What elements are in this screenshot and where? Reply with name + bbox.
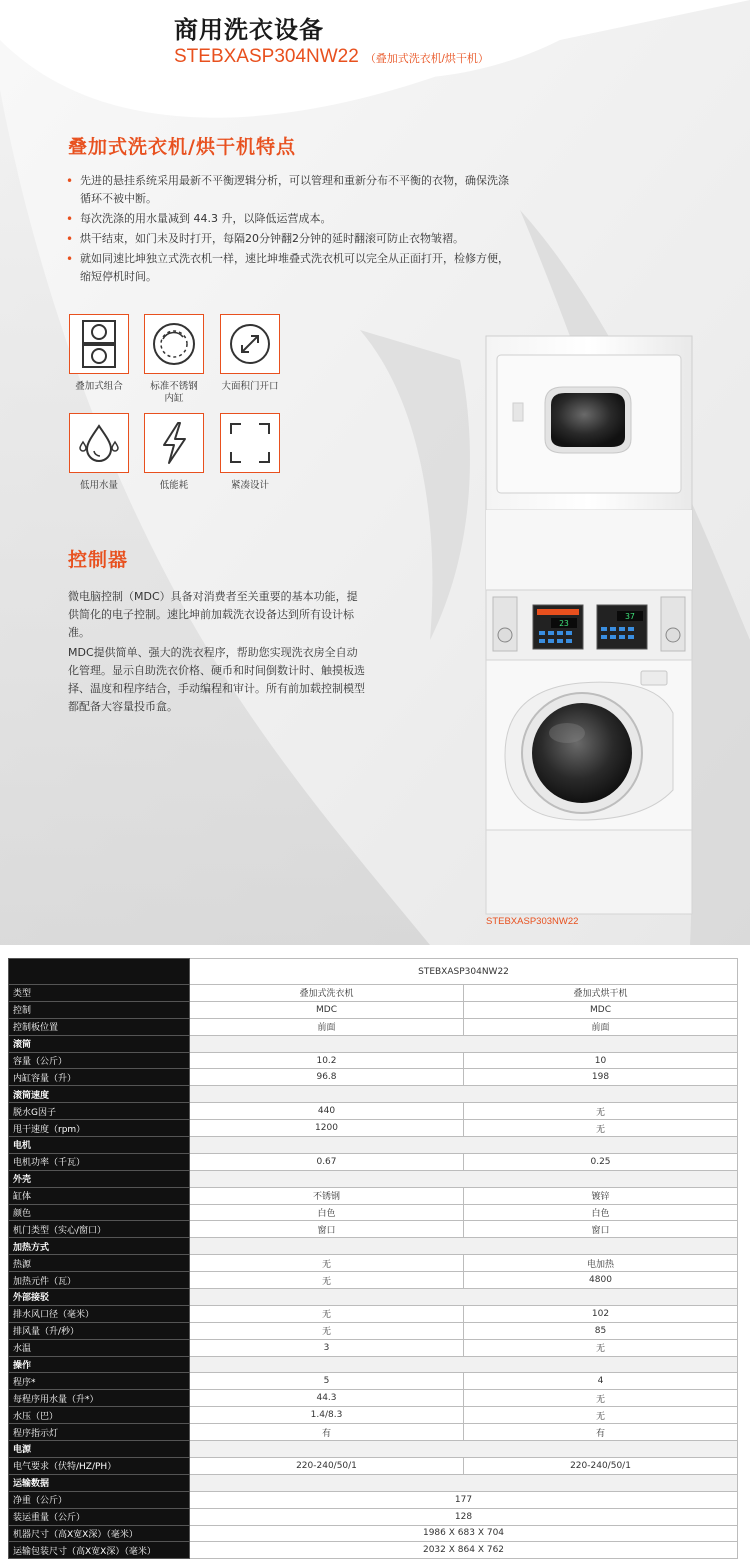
- spec-row: [9, 1103, 738, 1120]
- spec-label: 甩干速度（rpm）: [9, 1120, 190, 1137]
- spec-value-dryer: 无: [464, 1407, 738, 1424]
- spec-label: 每程序用水量（升*）: [9, 1390, 190, 1407]
- spec-label: 滚筒: [9, 1035, 190, 1052]
- feature-drum: [143, 314, 205, 405]
- spec-value-dryer: 无: [464, 1339, 738, 1356]
- feature-stacked: [68, 314, 130, 393]
- spec-row: [9, 1424, 738, 1441]
- spec-label: 操作: [9, 1356, 190, 1373]
- spec-category-row: [9, 1086, 738, 1103]
- spec-value-washer: 窗口: [190, 1221, 464, 1238]
- compact-frame-icon: [225, 418, 275, 468]
- spec-value-washer: 5: [190, 1373, 464, 1390]
- feature-label: 标准不锈钢 内缸: [150, 381, 198, 404]
- spec-label: 程序*: [9, 1373, 190, 1390]
- spec-header-row: [9, 959, 738, 985]
- controls-paragraph-2: MDC提供简单、强大的洗衣程序，帮助您实现洗衣房全自动化管理。显示自助洗衣价格、硬币和时间倒数计时、触摸板选择、温度和程序结合，手动编程和审计。所有前加载控制模型都配备大容量投币盒。: [68, 646, 365, 713]
- spec-value-washer: MDC: [190, 1001, 464, 1018]
- spec-value-dryer: 窗口: [464, 1221, 738, 1238]
- spec-value-washer: 无: [190, 1272, 464, 1289]
- stacked-units-icon: [79, 319, 119, 369]
- feature-label: 紧凑设计: [230, 480, 269, 491]
- spec-row: [9, 1069, 738, 1086]
- spec-label: 类型: [9, 985, 190, 1002]
- spec-value-dryer: 前面: [464, 1018, 738, 1035]
- spec-value-dryer: 85: [464, 1322, 738, 1339]
- spec-category-row: [9, 1289, 738, 1306]
- spec-row: [9, 1221, 738, 1238]
- spec-label: 电气要求（伏特/HZ/PH）: [9, 1457, 190, 1474]
- spec-label: 装运重量（公斤）: [9, 1508, 190, 1525]
- spec-value-washer: 44.3: [190, 1390, 464, 1407]
- feature-label: 叠加式组合: [75, 381, 123, 392]
- spec-category-fill: [190, 1356, 738, 1373]
- spec-value-washer: 1.4/8.3: [190, 1407, 464, 1424]
- spec-label: 加热元件（瓦）: [9, 1272, 190, 1289]
- features-title: 叠加式洗衣机/烘干机特点: [68, 136, 296, 158]
- spec-row: [9, 1407, 738, 1424]
- spec-label: 排风量（升/秒）: [9, 1322, 190, 1339]
- spec-row: [9, 1001, 738, 1018]
- spec-label: 水压（巴）: [9, 1407, 190, 1424]
- spec-row: [9, 1204, 738, 1221]
- feature-bullet: • 先进的悬挂系统采用最新不平衡逻辑分析，可以管理和重新分布不平衡的衣物，确保洗涤循环不被中断。: [66, 172, 516, 208]
- spec-row: [9, 1322, 738, 1339]
- spec-value: 128: [190, 1508, 738, 1525]
- spec-label: 热源: [9, 1255, 190, 1272]
- spec-row: [9, 1491, 738, 1508]
- spec-label: 缸体: [9, 1187, 190, 1204]
- spec-category-row: [9, 1441, 738, 1458]
- spec-label: 运输包装尺寸（高X宽X深）（毫米）: [9, 1542, 190, 1559]
- spec-value-dryer: 10: [464, 1052, 738, 1069]
- spec-value-dryer: 4800: [464, 1272, 738, 1289]
- spec-row: [9, 1508, 738, 1525]
- spec-value-washer: 有: [190, 1424, 464, 1441]
- spec-row: [9, 1187, 738, 1204]
- spec-value-washer: 无: [190, 1322, 464, 1339]
- spec-label: 电源: [9, 1441, 190, 1458]
- feature-label: 低用水量: [79, 480, 118, 491]
- spec-value-dryer: 102: [464, 1305, 738, 1322]
- spec-value-dryer: 叠加式烘干机: [464, 985, 738, 1002]
- spec-value-washer: 3: [190, 1339, 464, 1356]
- spec-row: [9, 1525, 738, 1542]
- spec-table: [8, 958, 738, 1559]
- spec-value: 2032 X 864 X 762: [190, 1542, 738, 1559]
- spec-label: 程序指示灯: [9, 1424, 190, 1441]
- spec-value-washer: 不锈钢: [190, 1187, 464, 1204]
- spec-value-dryer: 198: [464, 1069, 738, 1086]
- spec-value-washer: 叠加式洗衣机: [190, 985, 464, 1002]
- spec-row: [9, 1272, 738, 1289]
- spec-value: 1986 X 683 X 704: [190, 1525, 738, 1542]
- feature-bullet: • 就如同速比坤独立式洗衣机一样，速比坤堆叠式洗衣机可以完全从正面打开，检修方便，缩短停机时间。: [66, 250, 516, 286]
- spec-label: 机门类型（实心/窗口）: [9, 1221, 190, 1238]
- spec-value-washer: 前面: [190, 1018, 464, 1035]
- spec-label: 颜色: [9, 1204, 190, 1221]
- spec-value-dryer: 无: [464, 1103, 738, 1120]
- spec-row: [9, 1373, 738, 1390]
- feature-compact: [219, 413, 281, 492]
- page-title: 商用洗衣设备: [174, 16, 324, 44]
- spec-row: [9, 1305, 738, 1322]
- spec-category-fill: [190, 1170, 738, 1187]
- spec-value-washer: 10.2: [190, 1052, 464, 1069]
- feature-door: [219, 314, 281, 393]
- spec-category-fill: [190, 1289, 738, 1306]
- spec-label: 机器尺寸（高X宽X深）（毫米）: [9, 1525, 190, 1542]
- spec-label: 控制板位置: [9, 1018, 190, 1035]
- spec-category-fill: [190, 1441, 738, 1458]
- spec-value-dryer: 220-240/50/1: [464, 1457, 738, 1474]
- spec-header-blank: [9, 959, 190, 985]
- feature-water: [68, 413, 130, 492]
- spec-category-row: [9, 1170, 738, 1187]
- spec-label: 运输数据: [9, 1474, 190, 1491]
- spec-value-washer: 无: [190, 1305, 464, 1322]
- spec-row: [9, 1457, 738, 1474]
- spec-category-row: [9, 1035, 738, 1052]
- spec-value-dryer: 4: [464, 1373, 738, 1390]
- spec-label: 容量（公斤）: [9, 1052, 190, 1069]
- stacked-washer-dryer-image: [485, 335, 693, 915]
- display-right: 37: [625, 612, 635, 621]
- spec-value-washer: 无: [190, 1255, 464, 1272]
- display-left: 23: [559, 619, 569, 628]
- spec-label: 水温: [9, 1339, 190, 1356]
- spec-label: 净重（公斤）: [9, 1491, 190, 1508]
- spec-row: [9, 1390, 738, 1407]
- spec-label: 内缸容量（升）: [9, 1069, 190, 1086]
- spec-row: [9, 1018, 738, 1035]
- spec-value-dryer: MDC: [464, 1001, 738, 1018]
- spec-row: [9, 1052, 738, 1069]
- feature-energy: [143, 413, 205, 492]
- spec-value-washer: 0.67: [190, 1153, 464, 1170]
- spec-label: 控制: [9, 1001, 190, 1018]
- controls-title: 控制器: [68, 549, 129, 571]
- spec-model-header: STEBXASP304NW22: [190, 959, 738, 985]
- spec-value-washer: 440: [190, 1103, 464, 1120]
- spec-row: [9, 1339, 738, 1356]
- spec-category-fill: [190, 1035, 738, 1052]
- model-line: [174, 46, 489, 68]
- spec-value-dryer: 有: [464, 1424, 738, 1441]
- spec-value-washer: 1200: [190, 1120, 464, 1137]
- spec-category-fill: [190, 1086, 738, 1103]
- spec-row: [9, 1542, 738, 1559]
- machine-caption: STEBXASP303NW22: [486, 916, 579, 927]
- controls-paragraph-1: 微电脑控制（MDC）具备对消费者至关重要的基本功能，提供简化的电子控制。速比坤前加载洗衣设备达到所有设计标准。: [68, 590, 358, 639]
- spec-category-fill: [190, 1238, 738, 1255]
- spec-value-washer: 220-240/50/1: [190, 1457, 464, 1474]
- spec-category-row: [9, 1137, 738, 1154]
- spec-category-row: [9, 1356, 738, 1373]
- spec-label: 滚筒速度: [9, 1086, 190, 1103]
- spec-value: 177: [190, 1491, 738, 1508]
- spec-row: [9, 1255, 738, 1272]
- spec-value-dryer: 白色: [464, 1204, 738, 1221]
- spec-label: 排水风口径（毫米）: [9, 1305, 190, 1322]
- feature-bullet: • 烘干结束，如门未及时打开，每隔20分钟翻2分钟的延时翻滚可防止衣物皱褶。: [66, 230, 516, 248]
- spec-label: 脱水G因子: [9, 1103, 190, 1120]
- spec-label: 电机功率（千瓦）: [9, 1153, 190, 1170]
- large-door-icon: [225, 319, 275, 369]
- model-note: （叠加式洗衣机/烘干机）: [364, 53, 489, 65]
- spec-label: 加热方式: [9, 1238, 190, 1255]
- model-number: STEBXASP304NW22: [174, 46, 359, 67]
- spec-row: [9, 985, 738, 1002]
- spec-label: 电机: [9, 1137, 190, 1154]
- stainless-drum-icon: [149, 319, 199, 369]
- spec-value-dryer: 无: [464, 1120, 738, 1137]
- spec-row: [9, 1153, 738, 1170]
- spec-value-dryer: 0.25: [464, 1153, 738, 1170]
- spec-value-washer: 白色: [190, 1204, 464, 1221]
- spec-category-fill: [190, 1137, 738, 1154]
- spec-value-dryer: 电加热: [464, 1255, 738, 1272]
- spec-value-dryer: 无: [464, 1390, 738, 1407]
- spec-value-washer: 96.8: [190, 1069, 464, 1086]
- spec-row: [9, 1120, 738, 1137]
- feature-label: 大面积门开口: [221, 381, 279, 392]
- spec-category-row: [9, 1238, 738, 1255]
- spec-category-fill: [190, 1474, 738, 1491]
- feature-bullets: [66, 172, 516, 286]
- spec-label: 外壳: [9, 1170, 190, 1187]
- lightning-icon: [149, 418, 199, 468]
- spec-category-row: [9, 1474, 738, 1491]
- spec-value-dryer: 镀锌: [464, 1187, 738, 1204]
- feature-bullet: • 每次洗涤的用水量减到 44.3 升，以降低运营成本。: [66, 210, 516, 228]
- water-drop-icon: [74, 418, 124, 468]
- feature-label: 低能耗: [159, 480, 189, 491]
- spec-label: 外部接驳: [9, 1289, 190, 1306]
